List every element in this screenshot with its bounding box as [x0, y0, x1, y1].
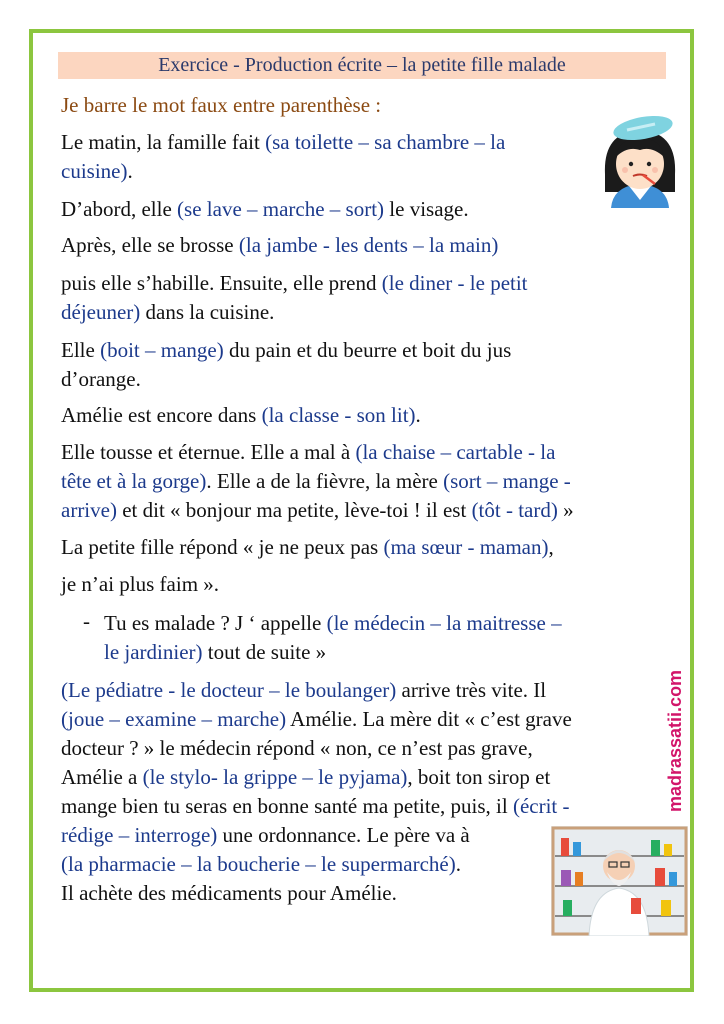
sentence-3: Après, elle se brosse (la jambe - les dents – la main)	[61, 233, 499, 257]
sentence-5: Elle (boit – mange) du pain et du beurre et boit du jus d’orange.	[61, 338, 512, 391]
choice-7-cont[interactable]: tête et à la gorge)	[61, 469, 207, 493]
pharmacist-illustration	[551, 826, 688, 936]
choice-11-cont[interactable]: le jardinier)	[104, 640, 203, 664]
choice-7[interactable]: (la chaise – cartable - la	[355, 440, 556, 464]
instruction: Je barre le mot faux entre parenthèse :	[61, 93, 382, 117]
paragraph-final: (Le pédiatre - le docteur – le boulanger) arrive très vite. Il (joue – examine – marche) Amélie. La mère dit « c’est grave docteur ? » le médecin répond « non, ce n’est pas grave, Amélie a (le stylo- la grippe – le pyjama), boit ton sirop et mange bien tu seras en bonne santé ma petite, puis, il (écrit - rédige – interroge) une ordonnance. Le père va à (la pharmacie – la boucherie – le supermarché). Il achète des médicaments pour Amélie.	[61, 678, 572, 905]
sentence-10: Tu es malade ? J ‘ appelle (le médecin – la maitresse – le jardinier) tout de suite »	[104, 611, 562, 664]
choice-8[interactable]: (sort – mange -	[443, 469, 571, 493]
choice-13[interactable]: (joue – examine – marche)	[61, 707, 287, 731]
choice-5[interactable]: (boit – mange)	[100, 338, 224, 362]
choice-2[interactable]: (se lave – marche – sort)	[177, 197, 385, 221]
choice-1[interactable]: (sa toilette – sa chambre – la	[265, 130, 506, 154]
choice-9[interactable]: (tôt - tard)	[471, 498, 558, 522]
list-dash: -	[83, 609, 90, 633]
choice-11[interactable]: (le médecin – la maitresse –	[326, 611, 562, 635]
sentence-8: La petite fille répond « je ne peux pas (ma sœur - maman),	[61, 535, 554, 559]
choice-15-cont[interactable]: rédige – interroge)	[61, 823, 218, 847]
sentence-2: D’abord, elle (se lave – marche – sort) le visage.	[61, 197, 469, 221]
choice-1-cont[interactable]: cuisine)	[61, 159, 128, 183]
sentence-1: Le matin, la famille fait (sa toilette – sa chambre – la cuisine).	[61, 130, 506, 183]
brand-watermark: madrassatii.com	[665, 669, 685, 812]
sentence-6: Amélie est encore dans (la classe - son lit).	[61, 403, 421, 427]
choice-16[interactable]: (la pharmacie – la boucherie – le supermarché)	[61, 852, 456, 876]
choice-12[interactable]: (Le pédiatre - le docteur – le boulanger)	[61, 678, 397, 702]
page-title: Exercice - Production écrite – la petite fille malade	[58, 52, 666, 79]
sick-girl-illustration	[597, 112, 683, 212]
choice-6[interactable]: (la classe - son lit)	[261, 403, 416, 427]
choice-10[interactable]: (ma sœur - maman)	[383, 535, 549, 559]
choice-15[interactable]: (écrit -	[512, 794, 570, 818]
choice-3[interactable]: (la jambe - les dents – la main)	[238, 233, 499, 257]
choice-14[interactable]: (le stylo- la grippe – le pyjama)	[142, 765, 408, 789]
choice-8-cont[interactable]: arrive)	[61, 498, 117, 522]
sentence-4: puis elle s’habille. Ensuite, elle prend (le diner - le petit déjeuner) dans la cuisine.	[61, 271, 528, 324]
choice-4[interactable]: (le diner - le petit	[381, 271, 528, 295]
choice-4-cont[interactable]: déjeuner)	[61, 300, 141, 324]
sentence-7: Elle tousse et éternue. Elle a mal à (la chaise – cartable - la tête et à la gorge). Elle a de la fièvre, la mère (sort – mange - arrive) et dit « bonjour ma petite, lève-toi ! il est (tôt - tard) »	[61, 440, 574, 522]
sentence-9: je n’ai plus faim ».	[61, 572, 220, 596]
